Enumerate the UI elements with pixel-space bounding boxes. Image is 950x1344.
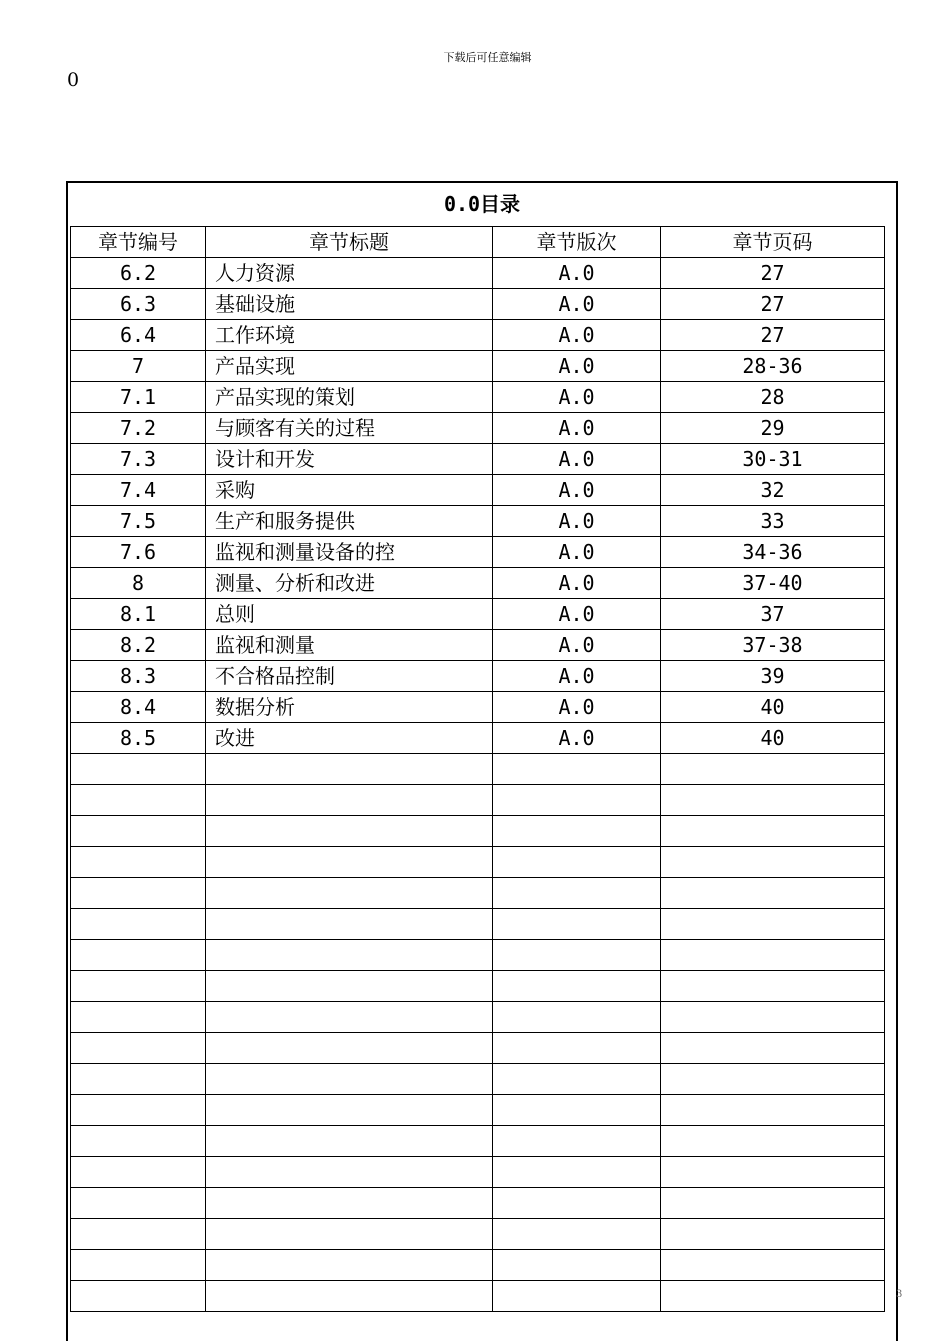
table-row — [71, 506, 885, 537]
chapter-page-cell: 40 — [661, 723, 885, 754]
empty-cell — [493, 1126, 661, 1157]
empty-cell — [661, 1157, 885, 1188]
empty-cell — [661, 1064, 885, 1095]
chapter-version-cell: A.0 — [493, 723, 661, 754]
toc-title: 0.0目录 — [443, 192, 521, 216]
chapter-title-cell: 产品实现的策划 — [206, 382, 493, 413]
empty-cell — [493, 1281, 661, 1312]
chapter-number-cell: 7.4 — [71, 475, 206, 506]
chapter-version-cell: A.0 — [493, 630, 661, 661]
empty-cell — [71, 971, 206, 1002]
chapter-version-cell: A.0 — [493, 444, 661, 475]
chapter-number-cell: 8.1 — [71, 599, 206, 630]
empty-cell — [71, 1002, 206, 1033]
chapter-page-cell: 37 — [661, 599, 885, 630]
chapter-title-cell: 人力资源 — [206, 258, 493, 289]
table-row — [71, 630, 885, 661]
chapter-number-cell: 6.4 — [71, 320, 206, 351]
chapter-version-cell: A.0 — [493, 692, 661, 723]
empty-cell — [661, 878, 885, 909]
empty-cell — [661, 1250, 885, 1281]
empty-cell — [661, 847, 885, 878]
chapter-page-cell: 37-40 — [661, 568, 885, 599]
chapter-title-cell: 测量、分析和改进 — [206, 568, 493, 599]
chapter-version-cell: A.0 — [493, 351, 661, 382]
empty-table-row — [71, 1157, 885, 1188]
table-row — [71, 568, 885, 599]
empty-table-row — [71, 909, 885, 940]
empty-table-row — [71, 1095, 885, 1126]
empty-cell — [71, 1157, 206, 1188]
empty-cell — [493, 785, 661, 816]
table-row — [71, 661, 885, 692]
table-row — [71, 382, 885, 413]
empty-cell — [206, 1095, 493, 1126]
chapter-number-cell: 8.4 — [71, 692, 206, 723]
empty-table-row — [71, 1033, 885, 1064]
empty-table-row — [71, 971, 885, 1002]
empty-cell — [661, 1033, 885, 1064]
empty-table-row — [71, 785, 885, 816]
empty-table-row — [71, 754, 885, 785]
chapter-number-cell: 8.3 — [71, 661, 206, 692]
empty-cell — [71, 847, 206, 878]
chapter-title-cell: 数据分析 — [206, 692, 493, 723]
table-row — [71, 692, 885, 723]
table-row — [71, 289, 885, 320]
column-header-chapter-version: 章节版次 — [493, 227, 661, 258]
chapter-version-cell: A.0 — [493, 475, 661, 506]
empty-cell — [71, 909, 206, 940]
chapter-version-cell: A.0 — [493, 258, 661, 289]
chapter-page-cell: 28-36 — [661, 351, 885, 382]
empty-cell — [206, 909, 493, 940]
table-row — [71, 258, 885, 289]
chapter-page-cell: 37-38 — [661, 630, 885, 661]
empty-cell — [661, 940, 885, 971]
empty-cell — [493, 1002, 661, 1033]
chapter-number-cell: 6.2 — [71, 258, 206, 289]
chapter-title-cell: 监视和测量设备的控 — [206, 537, 493, 568]
empty-cell — [493, 1095, 661, 1126]
empty-cell — [661, 1126, 885, 1157]
toc-header-row — [71, 227, 885, 258]
chapter-page-cell: 27 — [661, 320, 885, 351]
empty-cell — [493, 1219, 661, 1250]
chapter-version-cell: A.0 — [493, 413, 661, 444]
table-row — [71, 444, 885, 475]
empty-cell — [493, 909, 661, 940]
column-header-chapter-number: 章节编号 — [71, 227, 206, 258]
empty-cell — [493, 816, 661, 847]
chapter-page-cell: 32 — [661, 475, 885, 506]
empty-cell — [71, 1095, 206, 1126]
chapter-page-cell: 34-36 — [661, 537, 885, 568]
empty-cell — [661, 816, 885, 847]
chapter-number-cell: 8 — [71, 568, 206, 599]
empty-cell — [493, 878, 661, 909]
page-number-top: 0 — [67, 69, 80, 91]
chapter-title-cell: 生产和服务提供 — [206, 506, 493, 537]
column-header-chapter-page: 章节页码 — [661, 227, 885, 258]
table-row — [71, 537, 885, 568]
chapter-number-cell: 7 — [71, 351, 206, 382]
empty-table-row — [71, 816, 885, 847]
empty-cell — [71, 1281, 206, 1312]
chapter-page-cell: 27 — [661, 258, 885, 289]
chapter-title-cell: 采购 — [206, 475, 493, 506]
toc-table — [70, 226, 885, 1312]
table-row — [71, 413, 885, 444]
empty-cell — [206, 1281, 493, 1312]
empty-table-row — [71, 1002, 885, 1033]
empty-cell — [206, 1219, 493, 1250]
chapter-version-cell: A.0 — [493, 599, 661, 630]
chapter-page-cell: 40 — [661, 692, 885, 723]
empty-table-row — [71, 878, 885, 909]
empty-table-row — [71, 1250, 885, 1281]
empty-cell — [71, 1126, 206, 1157]
chapter-page-cell: 30-31 — [661, 444, 885, 475]
chapter-page-cell: 27 — [661, 289, 885, 320]
empty-cell — [661, 1188, 885, 1219]
empty-cell — [206, 1064, 493, 1095]
chapter-title-cell: 监视和测量 — [206, 630, 493, 661]
chapter-title-cell: 不合格品控制 — [206, 661, 493, 692]
chapter-page-cell: 29 — [661, 413, 885, 444]
empty-table-row — [71, 1188, 885, 1219]
chapter-number-cell: 7.1 — [71, 382, 206, 413]
empty-cell — [661, 1281, 885, 1312]
empty-table-row — [71, 847, 885, 878]
table-row — [71, 599, 885, 630]
empty-cell — [493, 1157, 661, 1188]
chapter-version-cell: A.0 — [493, 537, 661, 568]
chapter-version-cell: A.0 — [493, 506, 661, 537]
column-header-chapter-title: 章节标题 — [206, 227, 493, 258]
empty-table-row — [71, 1219, 885, 1250]
empty-cell — [71, 785, 206, 816]
chapter-number-cell: 8.5 — [71, 723, 206, 754]
table-row — [71, 723, 885, 754]
empty-cell — [206, 940, 493, 971]
empty-cell — [493, 847, 661, 878]
empty-cell — [71, 1188, 206, 1219]
empty-cell — [206, 1002, 493, 1033]
chapter-number-cell: 7.3 — [71, 444, 206, 475]
empty-table-row — [71, 1281, 885, 1312]
page-number-bottom: 3 — [896, 1289, 903, 1300]
empty-cell — [71, 1033, 206, 1064]
chapter-page-cell: 28 — [661, 382, 885, 413]
empty-cell — [661, 1095, 885, 1126]
empty-cell — [493, 940, 661, 971]
download-note: 下载后可任意编辑 — [443, 51, 532, 64]
empty-cell — [206, 878, 493, 909]
chapter-version-cell: A.0 — [493, 289, 661, 320]
chapter-title-cell: 产品实现 — [206, 351, 493, 382]
empty-cell — [661, 971, 885, 1002]
chapter-version-cell: A.0 — [493, 661, 661, 692]
empty-cell — [71, 878, 206, 909]
empty-cell — [661, 1219, 885, 1250]
empty-cell — [493, 1033, 661, 1064]
empty-cell — [71, 816, 206, 847]
empty-cell — [493, 1188, 661, 1219]
empty-cell — [206, 1157, 493, 1188]
empty-cell — [206, 847, 493, 878]
chapter-number-cell: 6.3 — [71, 289, 206, 320]
empty-cell — [661, 754, 885, 785]
chapter-version-cell: A.0 — [493, 568, 661, 599]
empty-cell — [661, 785, 885, 816]
empty-cell — [493, 971, 661, 1002]
empty-cell — [661, 1002, 885, 1033]
empty-table-row — [71, 1126, 885, 1157]
empty-cell — [71, 754, 206, 785]
chapter-page-cell: 33 — [661, 506, 885, 537]
empty-cell — [206, 754, 493, 785]
table-row — [71, 475, 885, 506]
chapter-version-cell: A.0 — [493, 320, 661, 351]
chapter-number-cell: 7.5 — [71, 506, 206, 537]
empty-cell — [661, 909, 885, 940]
chapter-title-cell: 设计和开发 — [206, 444, 493, 475]
toc-body — [71, 258, 885, 1312]
empty-cell — [71, 1219, 206, 1250]
empty-cell — [206, 1126, 493, 1157]
chapter-title-cell: 工作环境 — [206, 320, 493, 351]
chapter-version-cell: A.0 — [493, 382, 661, 413]
empty-cell — [71, 1250, 206, 1281]
chapter-title-cell: 总则 — [206, 599, 493, 630]
chapter-title-cell: 改进 — [206, 723, 493, 754]
empty-cell — [493, 1250, 661, 1281]
empty-cell — [206, 1250, 493, 1281]
empty-cell — [71, 940, 206, 971]
chapter-title-cell: 基础设施 — [206, 289, 493, 320]
empty-cell — [493, 754, 661, 785]
empty-table-row — [71, 940, 885, 971]
empty-cell — [71, 1064, 206, 1095]
empty-cell — [206, 816, 493, 847]
chapter-number-cell: 8.2 — [71, 630, 206, 661]
empty-cell — [206, 971, 493, 1002]
table-row — [71, 320, 885, 351]
chapter-number-cell: 7.2 — [71, 413, 206, 444]
empty-table-row — [71, 1064, 885, 1095]
chapter-number-cell: 7.6 — [71, 537, 206, 568]
empty-cell — [493, 1064, 661, 1095]
chapter-page-cell: 39 — [661, 661, 885, 692]
chapter-title-cell: 与顾客有关的过程 — [206, 413, 493, 444]
empty-cell — [206, 1033, 493, 1064]
empty-cell — [206, 1188, 493, 1219]
empty-cell — [206, 785, 493, 816]
table-row — [71, 351, 885, 382]
